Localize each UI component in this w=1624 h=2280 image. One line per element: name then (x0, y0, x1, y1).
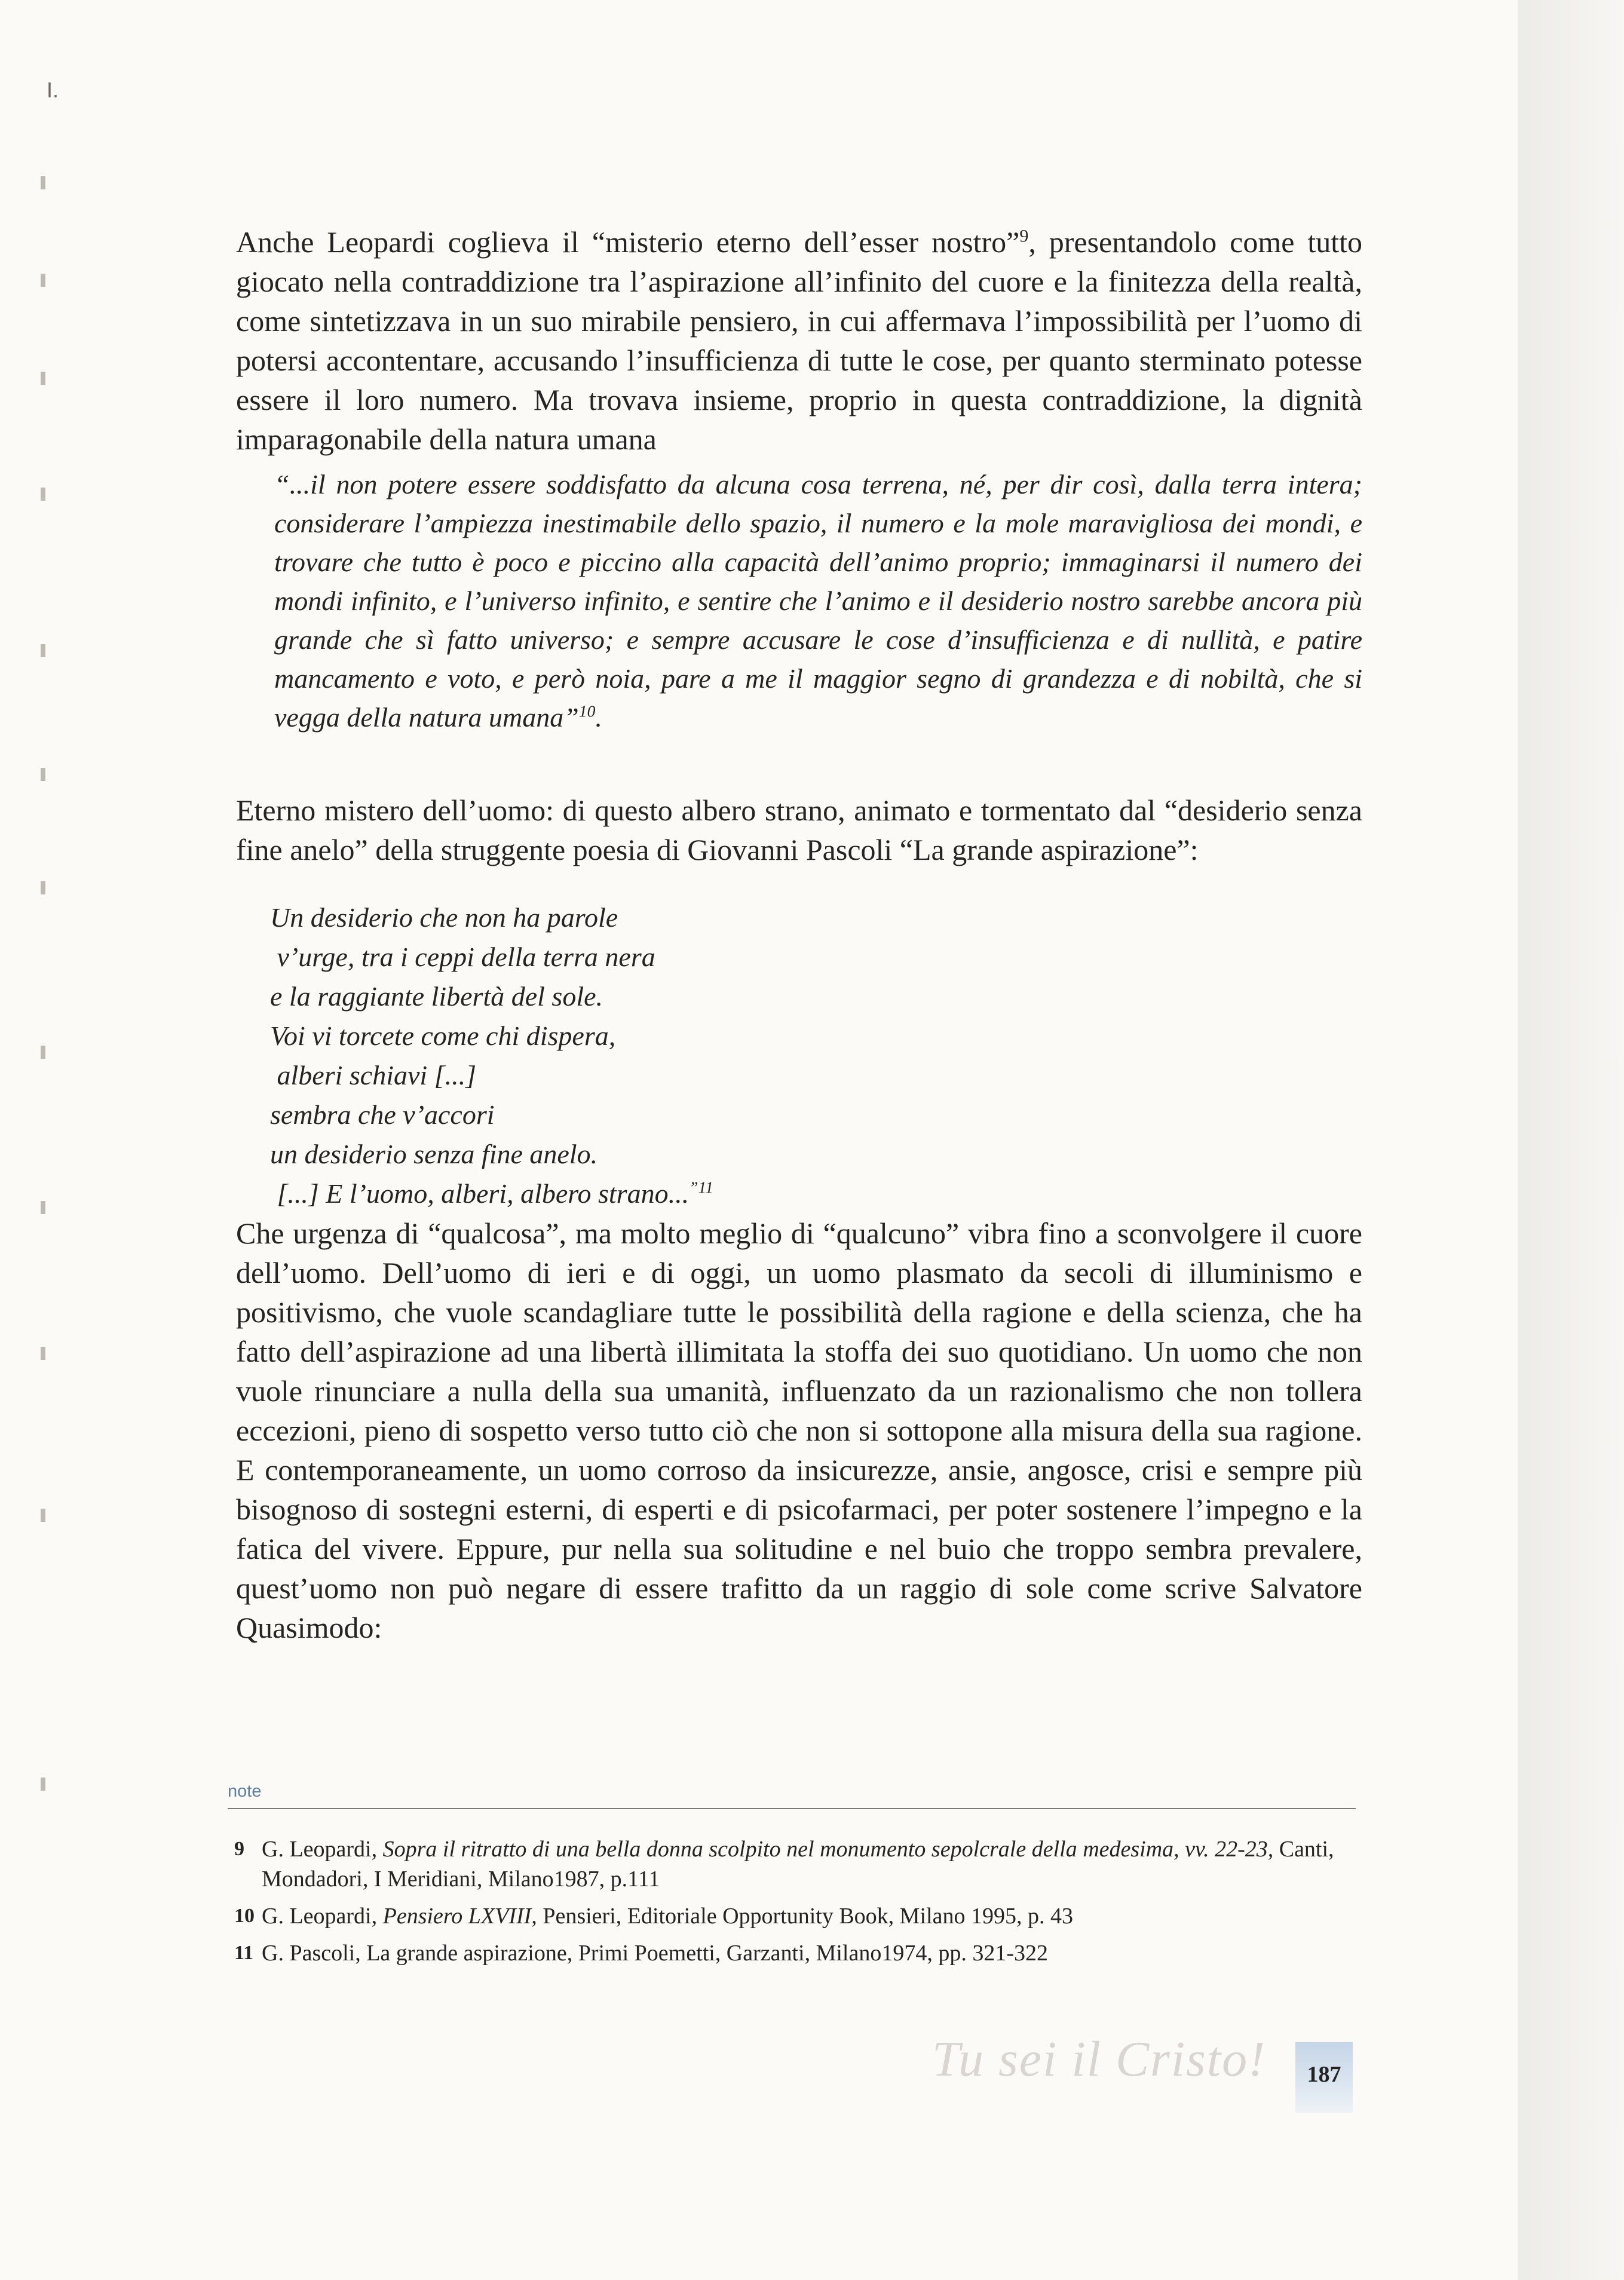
footnotes (234, 1834, 1358, 1975)
binding-hole-mark (41, 1778, 45, 1791)
footnote-title: Pensiero LXVIII, (382, 1904, 537, 1929)
binding-hole-mark (41, 1509, 45, 1522)
footnote-text (262, 1938, 1358, 1968)
footnote-ref-11: ”11 (689, 1178, 713, 1197)
poem-line: Voi vi torcete come chi dispera, (270, 1021, 616, 1051)
notes-label: note (228, 1782, 262, 1801)
footnote-source: Canti, Mondadori, I Meridiani, Milano1987, p.111 (262, 1837, 1334, 1892)
paragraph-leopardi-start: Anche Leopardi coglieva il “misterio eterno dell’esser nostro” (236, 225, 1020, 259)
book-title-footer: Tu sei il Cristo! (932, 2031, 1267, 2087)
footnote-author: G. Leopardi, (262, 1904, 383, 1929)
poem-line: un desiderio senza fine anelo. (270, 1139, 598, 1169)
footnote-number: 11 (234, 1942, 254, 1964)
binding-hole-mark (41, 1347, 45, 1360)
scan-background-edge (1518, 0, 1624, 2280)
binding-hole-mark (41, 274, 45, 287)
footnote (234, 1938, 1358, 1968)
poem-line-last (270, 1174, 1362, 1213)
footnote-ref-10: 10 (578, 701, 596, 721)
footnote-source: Pensieri, Editoriale Opportunity Book, Milano 1995, p. 43 (537, 1904, 1073, 1929)
poem-line: Un desiderio che non ha parole (270, 902, 618, 933)
footnote-author: G. Pascoli, La grande aspirazione, Primi Poemetti, Garzanti, Milano1974, pp. 321-322 (262, 1941, 1048, 1966)
main-text (236, 222, 1362, 1647)
paragraph-leopardi (236, 222, 1362, 459)
footnote (234, 1834, 1358, 1894)
footnote (234, 1901, 1358, 1931)
footnote-text (262, 1834, 1358, 1894)
footnote-number: 10 (234, 1905, 255, 1927)
footnote-ref-9: 9 (1019, 226, 1029, 246)
poem-line: v’urge, tra i ceppi della terra nera (270, 942, 655, 972)
footnote-author: G. Leopardi, (262, 1837, 383, 1862)
poem-line: alberi schiavi [...] (270, 1060, 476, 1090)
poem-line: sembra che v’accori (270, 1099, 495, 1130)
leopardi-quote-end: . (595, 702, 602, 733)
binding-hole-mark (41, 644, 45, 657)
footnote-title: Sopra il ritratto di una bella donna scolpito nel monumento sepolcrale della medesima, vv. 22-23, (382, 1837, 1274, 1862)
binding-hole-mark (41, 176, 45, 189)
page-number: 187 (1307, 2062, 1341, 2087)
pascoli-poem (270, 898, 1362, 1213)
binding-hole-mark (41, 881, 45, 894)
binding-hole-mark (41, 372, 45, 385)
paragraph-urgency: Che urgenza di “qualcosa”, ma molto meglio di “qualcuno” vibra fino a sconvolgere il cuore dell’uomo. Dell’uomo di ieri e di oggi, un uomo plasmato da secoli di illuminismo e positivismo, che vuole scandagliare tutte le possibilità della ragione e della scienza, che ha fatto dell’aspirazione ad una libertà illimitata la stoffa dei suo quotidiano. Un uomo che non vuole rinunciare a nulla della sua umanità, influenzato da un razionalismo che non tollera eccezioni, pieno di sospetto verso tutto ciò che non si sottopone alla misura della sua ragione. E contemporaneamente, un uomo corroso da insicurezze, ansie, angosce, crisi e sempre più bisognoso di sostegni esterni, di esperti e di psicofarmaci, per poter sostenere l’impegno e la fatica del vivere. Eppure, pur nella sua solitudine e nel buio che troppo sembra prevalere, quest’uomo non può negare di essere trafitto da un raggio di sole come scrive Salvatore Quasimodo: (236, 1216, 1362, 1644)
poem-line: e la raggiante libertà del sole. (270, 981, 603, 1012)
paragraph-pascoli: Eterno mistero dell’uomo: di questo albero strano, animato e tormentato dal “desiderio senza fine anelo” della struggente poesia di Giovanni Pascoli “La grande aspirazione”: (236, 793, 1362, 866)
binding-hole-mark (41, 488, 45, 501)
binding-hole-mark (41, 1046, 45, 1059)
poem-line: [...] E l’uomo, alberi, albero strano... (270, 1178, 690, 1209)
paragraph-leopardi-rest: , presentandolo come tutto giocato nella contraddizione tra l’aspirazione all’infinito del cuore e la finitezza della realtà, come sintetizzava in un suo mirabile pensiero, in cui affermava l’impossibilità per l’uomo di potersi accontentare, accusando l’insufficienza di tutte le cose, per quanto sterminato potesse essere il loro numero. Ma trovava insieme, proprio in questa contraddizione, la dignità imparagonabile della natura umana (236, 225, 1362, 456)
binding-hole-mark (41, 1201, 45, 1214)
footnote-text (262, 1901, 1358, 1931)
page-number-box (1295, 2042, 1353, 2113)
corner-mark: I. (47, 78, 59, 102)
footnote-number: 9 (234, 1838, 244, 1860)
leopardi-quote-text: “...il non potere essere soddisfatto da alcuna cosa terrena, né, per dir così, dalla terra intera; considerare l’ampiezza inestimabile dello spazio, il numero e la mole maravigliosa dei mondi, e trovare che tutto è poco e piccino alla capacità dell’animo proprio; immaginarsi il numero dei mondi infinito, e l’universo infinito, e sentire che l’animo e il desiderio nostro sarebbe ancora più grande che sì fatto universo; e sempre accusare le cose d’insufficienza e di nullità, e patire mancamento e voto, e però noia, pare a me il maggior segno di grandezza e di nobiltà, che si vegga della natura umana” (274, 469, 1362, 733)
notes-divider (228, 1808, 1356, 1809)
binding-hole-mark (41, 768, 45, 781)
leopardi-quote (274, 465, 1362, 737)
